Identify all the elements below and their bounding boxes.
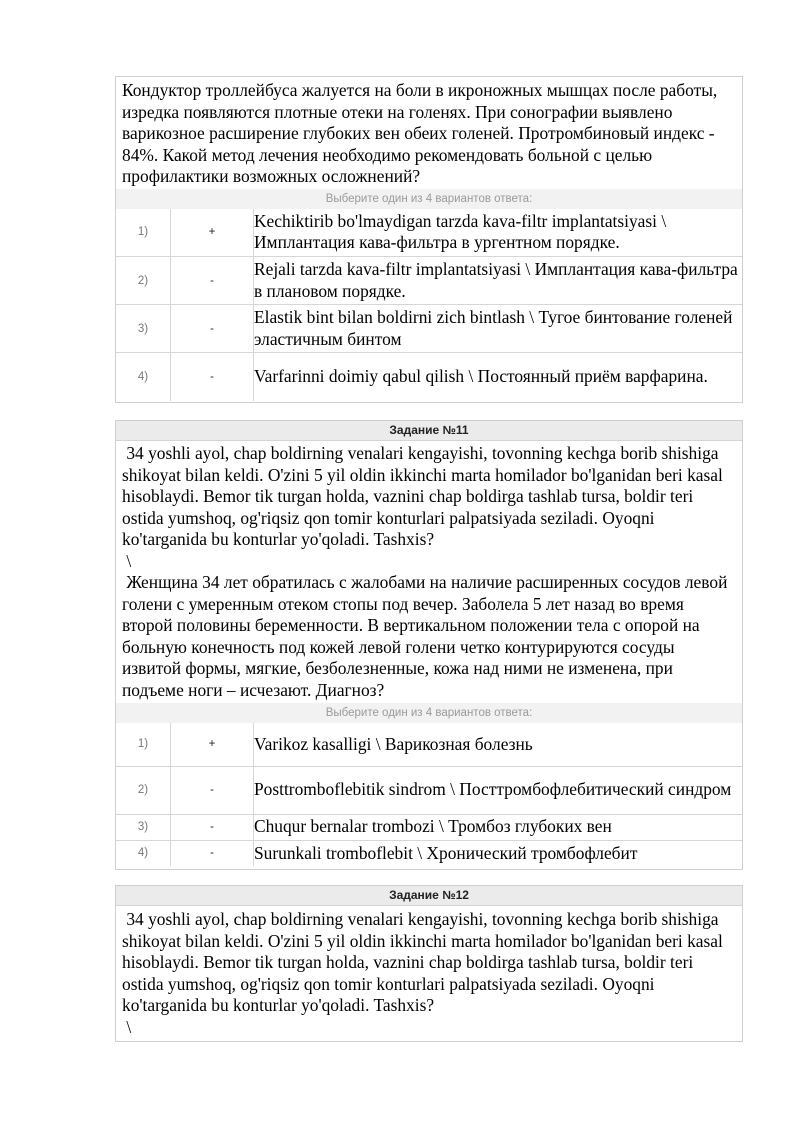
answers-table	[116, 723, 742, 866]
question-text: Кондуктор троллейбуса жалуется на боли в икроножных мышцах после работы, изредка появляются плотные отеки на голенях. При сонографии выявлено варикозное расширение глубоких вен обеих голеней. Протромбиновый индекс - 84%. Какой метод лечения необходимо рекомендовать больной с целью профилактики возможных осложнений?	[122, 80, 722, 186]
answer-number: 1)	[116, 209, 171, 257]
answer-number: 4)	[116, 353, 171, 401]
answer-row[interactable]	[116, 766, 742, 814]
question-text: 34 yoshli ayol, chap boldirning venalari kengayishi, tovonning kechga borib shishiga shikoyat bilan keldi. O'zini 5 yil oldin ikkinchi marta homilador bo'lganidan beri kasal hisoblaydi. Bemor tik turgan holda, vaznini chap boldirga tashlab tursa, boldir teri ostida yumshoq, og'riqsiz qon tomir konturlari palpatsiyada seziladi. Oyoqni ko'targanida bu konturlar yo'qoladi. Tashxis? \	[122, 909, 723, 1037]
answer-number: 2)	[116, 257, 171, 305]
answer-row[interactable]	[116, 209, 742, 257]
answer-mark: -	[171, 353, 254, 401]
answer-text: Chuqur bernalar trombozi \ Тромбоз глубоких вен	[254, 814, 743, 840]
answer-mark: +	[171, 723, 254, 766]
answer-mark: -	[171, 840, 254, 866]
task-block-11	[115, 420, 743, 870]
task-title: Задание №11	[116, 421, 742, 441]
answer-text: Elastik bint bilan boldirni zich bintlash \ Тугое бинтование голеней эластичным бинтом	[254, 305, 743, 353]
answer-mark: -	[171, 814, 254, 840]
task-block-10	[115, 76, 743, 403]
answer-instructions: Выберите один из 4 вариантов ответа:	[116, 703, 742, 723]
question-text: 34 yoshli ayol, chap boldirning venalari kengayishi, tovonning kechga borib shishiga shikoyat bilan keldi. O'zini 5 yil oldin ikkinchi marta homilador bo'lganidan beri kasal hisoblaydi. Bemor tik turgan holda, vaznini chap boldirga tashlab tursa, boldir teri ostida yumshoq, og'riqsiz qon tomir konturlari palpatsiyada seziladi. Oyoqni ko'targanida bu konturlar yo'qoladi. Tashxis? \ Женщина 34 лет обратилась с жалобами на наличие расширенных сосудов левой голени с умеренным отеком стопы под вечер. Заболела 5 лет назад во время второй половины беременности. В вертикальном положении тела с опорой на больную конечность под кожей левой голени четко контурируются сосуды извитой формы, мягкие, безболезненные, кожа над ними не изменена, при подъеме ноги – исчезают. Диагноз?	[122, 443, 728, 700]
answer-text: Kechiktirib bo'lmaydigan tarzda kava-filtr implantatsiyasi \ Имплантация кава-фильтра в ургентном порядке.	[254, 209, 743, 257]
answer-number: 1)	[116, 723, 171, 766]
answer-mark: -	[171, 305, 254, 353]
answer-mark: +	[171, 209, 254, 257]
answer-mark: -	[171, 766, 254, 814]
answer-text: Rejali tarzda kava-filtr implantatsiyasi \ Имплантация кава-фильтра в плановом порядке.	[254, 257, 743, 305]
task-title: Задание №12	[116, 886, 742, 906]
answer-row[interactable]	[116, 723, 742, 766]
answer-number: 3)	[116, 814, 171, 840]
answer-text: Varikoz kasalligi \ Варикозная болезнь	[254, 723, 743, 766]
answer-number: 3)	[116, 305, 171, 353]
answer-row[interactable]	[116, 840, 742, 866]
answer-number: 4)	[116, 840, 171, 866]
answer-row[interactable]	[116, 257, 742, 305]
answer-text: Varfarinni doimiy qabul qilish \ Постоянный приём варфарина.	[254, 353, 743, 401]
answer-instructions: Выберите один из 4 вариантов ответа:	[116, 189, 742, 209]
answer-text: Posttromboflebitik sindrom \ Посттромбофлебитический синдром	[254, 766, 743, 814]
answer-number: 2)	[116, 766, 171, 814]
task-block-12	[115, 885, 743, 1042]
answer-text: Surunkali tromboflebit \ Хронический тромбофлебит	[254, 840, 743, 866]
answer-row[interactable]	[116, 353, 742, 401]
answer-row[interactable]	[116, 305, 742, 353]
answer-mark: -	[171, 257, 254, 305]
answers-table	[116, 209, 742, 401]
answer-row[interactable]	[116, 814, 742, 840]
